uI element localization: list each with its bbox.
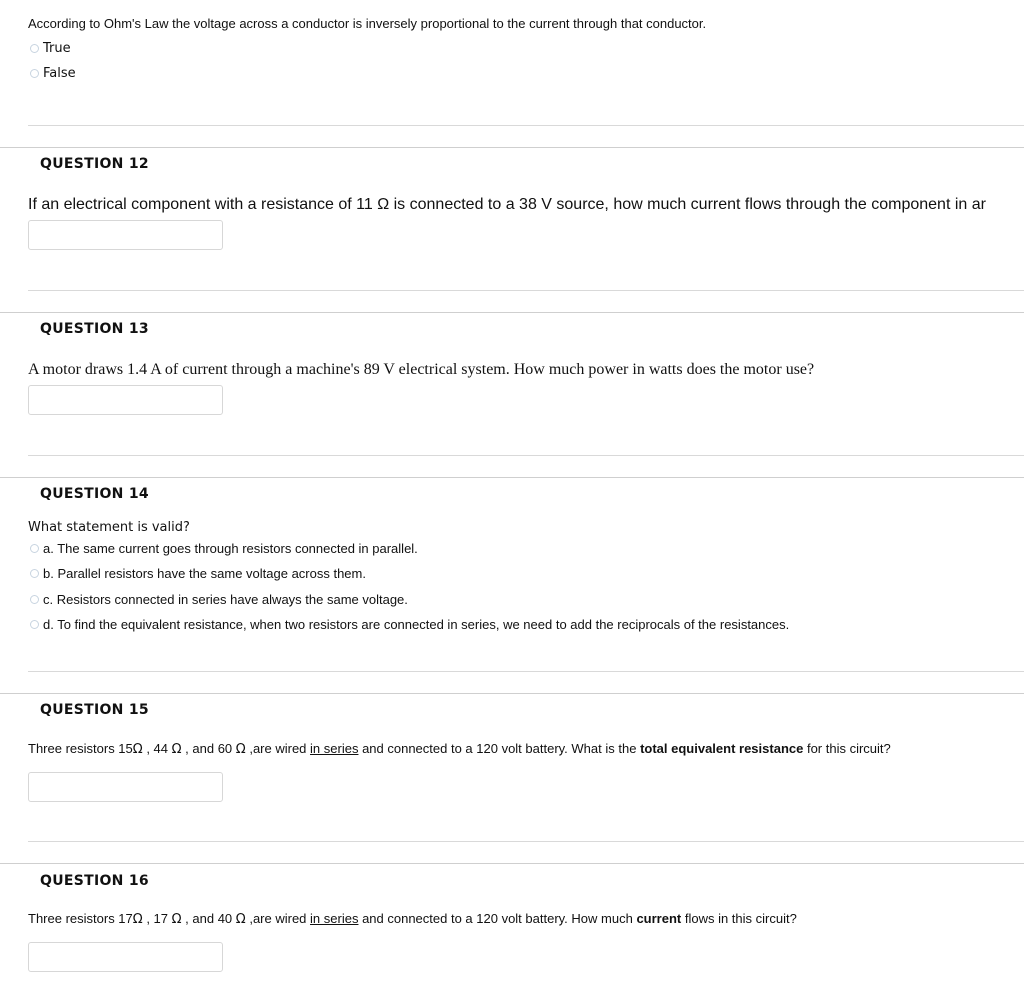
divider — [28, 125, 1024, 126]
ohm-symbol: Ω — [235, 742, 246, 757]
section-divider — [0, 477, 1024, 478]
q14-option-d[interactable] — [30, 617, 789, 632]
q11-text: According to Ohm's Law the voltage across a conductor is inversely proportional to the current through that conductor. — [28, 16, 707, 31]
question-12-answer-field[interactable] — [28, 220, 223, 250]
section-divider — [0, 312, 1024, 313]
question-15-text — [28, 741, 891, 757]
text-segment: ,are wired — [245, 741, 311, 756]
question-14-prompt: What statement is valid? — [28, 520, 190, 535]
text-segment: , 17 — [142, 911, 172, 926]
text-segment: Three resistors 17 — [28, 911, 133, 926]
q14-option-label: c. Resistors connected in series have always the same voltage. — [43, 592, 408, 607]
ohm-symbol: Ω — [235, 912, 246, 927]
divider — [28, 455, 1024, 456]
radio-icon[interactable] — [30, 595, 39, 604]
text-segment: Three resistors 15 — [28, 741, 133, 756]
section-divider — [0, 147, 1024, 148]
radio-icon[interactable] — [30, 569, 39, 578]
underlined-text: in series — [310, 911, 359, 926]
ohm-symbol: Ω — [132, 912, 143, 927]
q14-option-c[interactable] — [30, 592, 408, 607]
question-12-text: If an electrical component with a resistance of 11 Ω is connected to a 38 V source, how much current flows through the component in ar — [28, 196, 986, 213]
text-segment: flows in this circuit? — [681, 911, 797, 926]
text-segment: , 44 — [142, 741, 172, 756]
section-divider — [0, 693, 1024, 694]
q14-option-a[interactable] — [30, 541, 418, 556]
question-16-text — [28, 911, 797, 927]
divider — [28, 290, 1024, 291]
underlined-text: in series — [310, 741, 359, 756]
question-16-title: QUESTION 16 — [40, 873, 149, 889]
question-15-title: QUESTION 15 — [40, 702, 149, 718]
radio-icon[interactable] — [30, 69, 39, 78]
question-13-title: QUESTION 13 — [40, 321, 149, 337]
text-segment: and connected to a 120 volt battery. How much — [358, 911, 637, 926]
radio-icon[interactable] — [30, 544, 39, 553]
q11-option-true[interactable] — [30, 41, 71, 56]
q14-option-b[interactable] — [30, 566, 366, 581]
bold-text: current — [636, 911, 682, 926]
divider — [28, 841, 1024, 842]
question-14-title: QUESTION 14 — [40, 486, 149, 502]
text-segment: ,are wired — [245, 911, 311, 926]
section-divider — [0, 863, 1024, 864]
text-segment: , and 60 — [181, 741, 236, 756]
question-13-answer-field[interactable] — [28, 385, 223, 415]
ohm-symbol: Ω — [171, 742, 182, 757]
text-segment: , and 40 — [181, 911, 236, 926]
question-16-answer-field[interactable] — [28, 942, 223, 972]
q14-option-label: a. The same current goes through resistors connected in parallel. — [43, 541, 418, 556]
radio-icon[interactable] — [30, 44, 39, 53]
question-15-answer-field[interactable] — [28, 772, 223, 802]
q14-option-label: d. To find the equivalent resistance, when two resistors are connected in series, we need to add the reciprocals of the resistances. — [43, 617, 790, 632]
text-segment: and connected to a 120 volt battery. What is the — [358, 741, 641, 756]
ohm-symbol: Ω — [132, 742, 143, 757]
question-12-title: QUESTION 12 — [40, 156, 149, 172]
question-13-text: A motor draws 1.4 A of current through a machine's 89 V electrical system. How much power in watts does the motor use? — [28, 361, 815, 378]
q11-option-label: False — [43, 66, 76, 81]
text-segment: for this circuit? — [803, 741, 891, 756]
ohm-symbol: Ω — [171, 912, 182, 927]
bold-text: total equivalent resistance — [640, 741, 804, 756]
q14-option-label: b. Parallel resistors have the same voltage across them. — [43, 566, 366, 581]
q11-option-false[interactable] — [30, 66, 76, 81]
divider — [28, 671, 1024, 672]
radio-icon[interactable] — [30, 620, 39, 629]
q11-option-label: True — [43, 41, 71, 56]
